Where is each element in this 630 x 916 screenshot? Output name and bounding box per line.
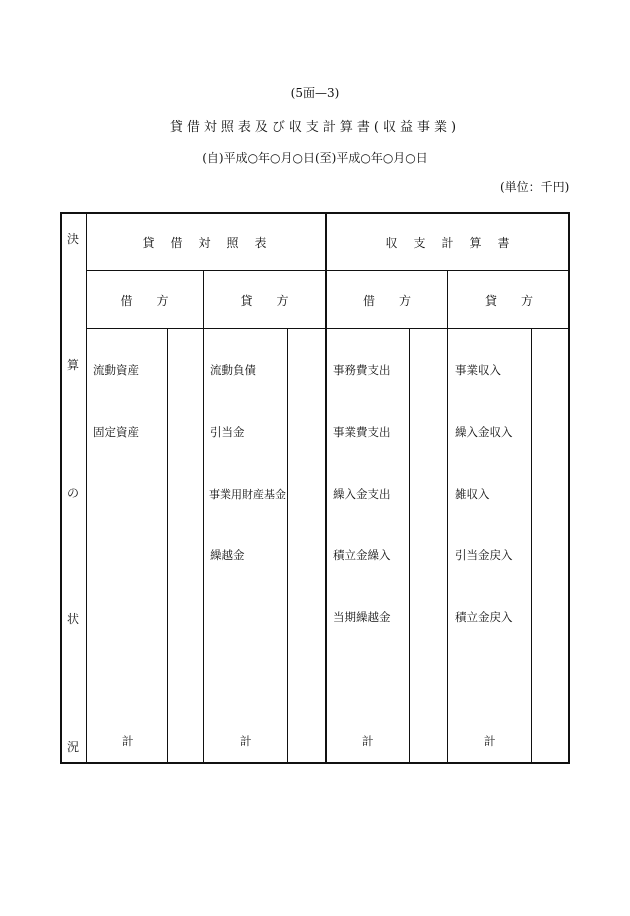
document-title: 貸借対照表及び収支計算書(収益事業) (169, 120, 461, 135)
bs-debit-total-label: 計 (122, 734, 134, 748)
is-debit-credit-divider (447, 270, 448, 764)
side-label-char: 決 (66, 232, 79, 246)
bs-credit-item: 流動負債 (210, 363, 256, 377)
is-credit-header: 貸 方 (484, 294, 533, 308)
is-debit-item: 当期繰越金 (333, 610, 391, 624)
bs-credit-item: 事業用財産基金 (209, 488, 286, 501)
bs-debit-header: 借 方 (120, 294, 169, 308)
bs-credit-item: 引当金 (210, 425, 245, 439)
is-credit-item: 繰入金収入 (455, 425, 513, 439)
bs-credit-total-label: 計 (240, 734, 252, 748)
period: (自)平成○年○月○日(至)平成○年○月○日 (202, 151, 428, 165)
is-credit-item: 引当金戻入 (455, 548, 513, 562)
is-credit-item: 雑収入 (455, 487, 490, 501)
bs-debit-item: 固定資産 (93, 425, 139, 439)
is-debit-item: 積立金繰入 (333, 548, 391, 562)
side-label-char: 況 (66, 740, 79, 754)
is-debit-amount-divider (409, 328, 410, 764)
is-debit-item: 繰入金支出 (333, 487, 391, 501)
is-credit-amount-divider (531, 328, 532, 764)
header-row-divider (86, 328, 570, 329)
is-debit-total-label: 計 (362, 734, 374, 748)
bs-credit-amount-divider (287, 328, 288, 764)
bs-debit-amount-divider (167, 328, 168, 764)
is-debit-item: 事業費支出 (333, 425, 391, 439)
unit-label: (単位：千円) (500, 180, 570, 194)
side-label-char: 状 (66, 612, 79, 626)
bs-credit-item: 繰越金 (210, 548, 245, 562)
side-label-char: 算 (66, 358, 79, 372)
page-label: (5面—3) (290, 86, 340, 100)
bs-credit-header: 貸 方 (240, 294, 289, 308)
is-debit-header: 借 方 (362, 294, 411, 308)
is-debit-item: 事務費支出 (333, 363, 391, 377)
income-statement-title: 収 支 計 算 書 (385, 236, 512, 250)
bs-debit-credit-divider (203, 270, 204, 764)
is-credit-item: 積立金戻入 (455, 610, 513, 624)
balance-sheet-title: 貸 借 対 照 表 (142, 236, 269, 250)
is-credit-item: 事業収入 (455, 363, 501, 377)
title-row-divider (86, 270, 570, 271)
bs-debit-item: 流動資産 (93, 363, 139, 377)
is-credit-total-label: 計 (484, 734, 496, 748)
side-label-char: の (66, 486, 79, 500)
